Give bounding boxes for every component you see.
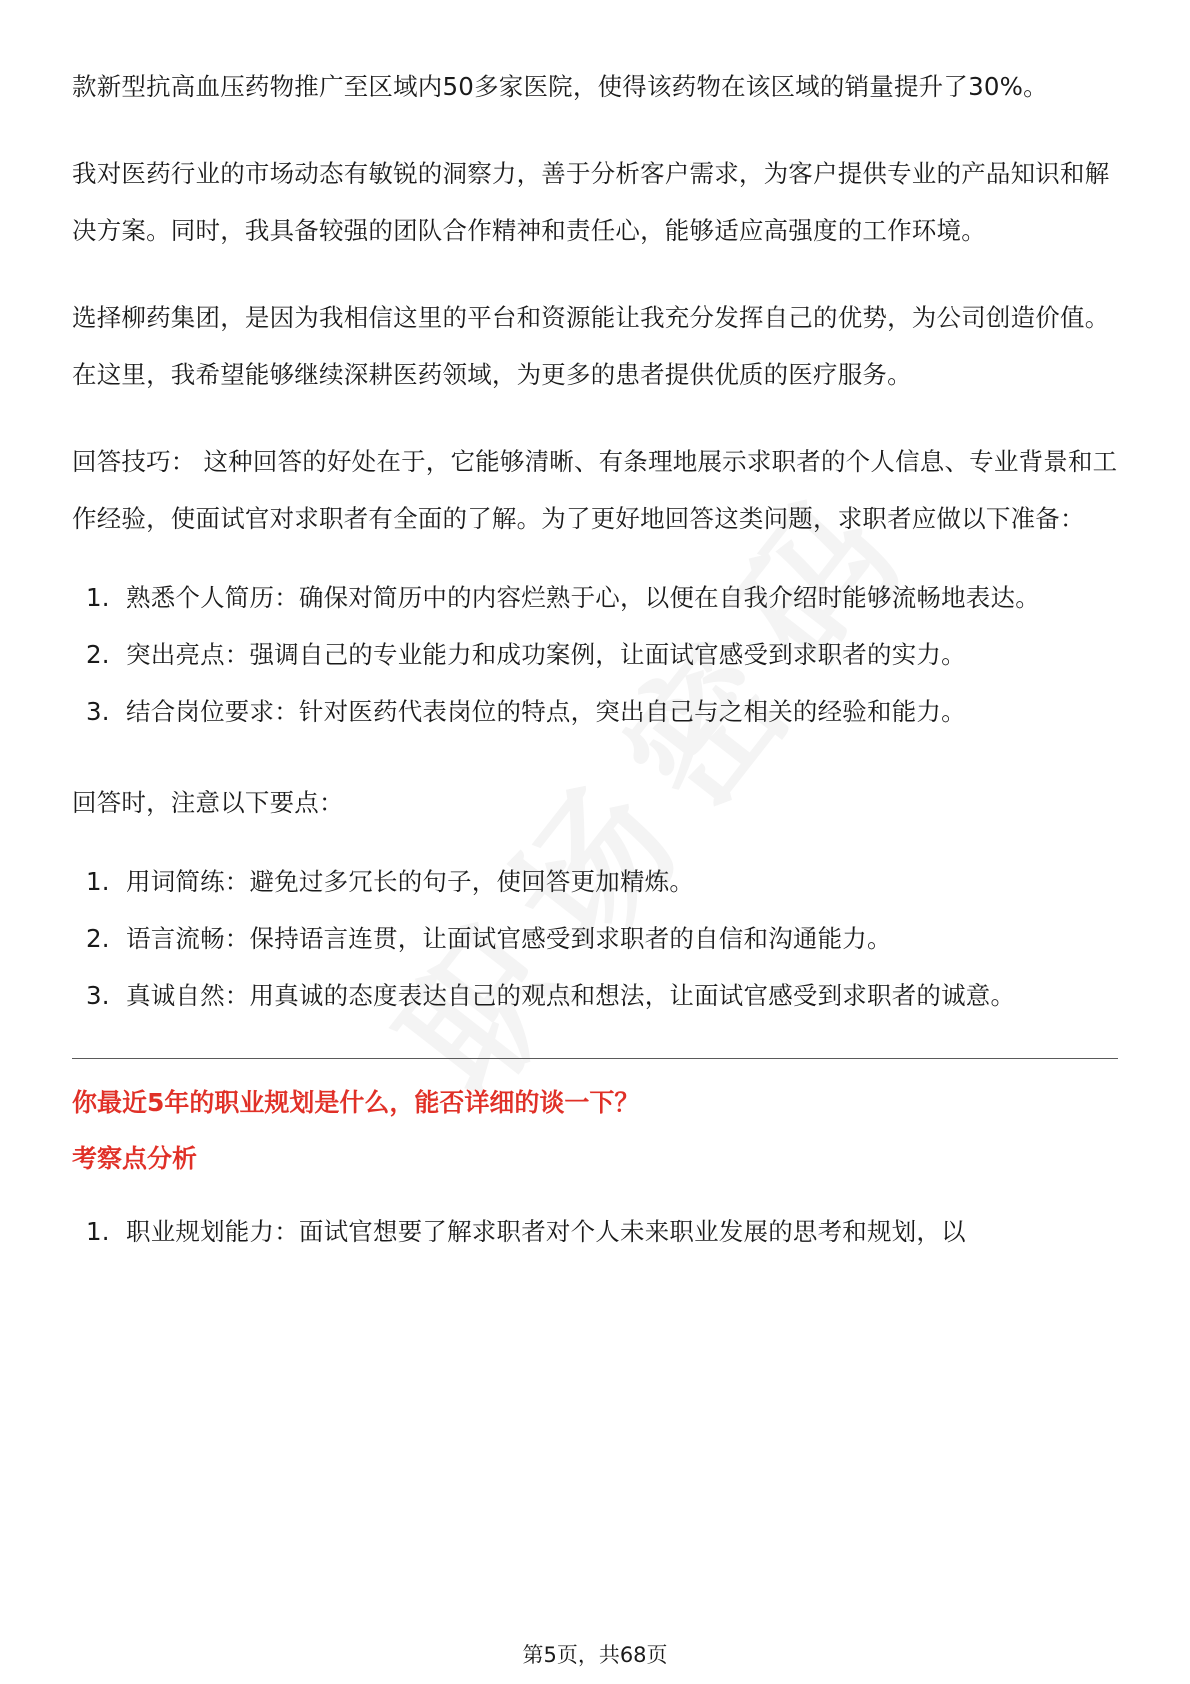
list-item-text: 真诚自然：用真诚的态度表达自己的观点和想法，让面试官感受到求职者的诚意。 [126,981,1016,1010]
section-divider [72,1058,1118,1059]
analysis-list [72,1203,1118,1260]
list-item [72,1203,1118,1260]
list-item [72,910,1118,967]
list-number: 3. [86,697,110,726]
list-item [72,967,1118,1024]
notes-list [72,853,1118,1024]
list-item-text: 突出亮点：强调自己的专业能力和成功案例，让面试官感受到求职者的实力。 [126,640,966,669]
list-item-text: 结合岗位要求：针对医药代表岗位的特点，突出自己与之相关的经验和能力。 [126,697,966,726]
list-item-text: 用词简练：避免过多冗长的句子，使回答更加精炼。 [126,867,695,896]
paragraph-motivation: 选择柳药集团，是因为我相信这里的平台和资源能让我充分发挥自己的优势，为公司创造价值。在这里，我希望能够继续深耕医药领域，为更多的患者提供优质的医疗服务。 [72,303,1110,389]
list-item-text: 语言流畅：保持语言连贯，让面试官感受到求职者的自信和沟通能力。 [126,924,892,953]
paragraph-answer-tips: 回答技巧： 这种回答的好处在于，它能够清晰、有条理地展示求职者的个人信息、专业背景和工作经验，使面试官对求职者有全面的了解。为了更好地回答这类问题，求职者应做以下准备： [72,447,1118,533]
list-item [72,853,1118,910]
page-footer: 第5页，共68页 [522,1643,668,1667]
paragraph-strengths: 我对医药行业的市场动态有敏锐的洞察力，善于分析客户需求，为客户提供专业的产品知识和解决方案。同时，我具备较强的团队合作精神和责任心，能够适应高强度的工作环境。 [72,159,1110,245]
question-heading: 你最近5年的职业规划是什么，能否详细的谈一下？ [72,1088,640,1117]
list-number: 3. [86,981,110,1010]
list-number: 1. [86,1217,110,1246]
list-item [72,683,1118,740]
paragraph-sales-result: 款新型抗高血压药物推广至区域内50多家医院，使得该药物在该区域的销量提升了30%。 [72,72,1048,101]
notes-intro: 回答时，注意以下要点： [72,788,344,817]
list-number: 2. [86,924,110,953]
analysis-heading: 考察点分析 [72,1144,198,1173]
list-number: 1. [86,583,110,612]
list-item [72,569,1118,626]
list-number: 2. [86,640,110,669]
document-page [72,58,1118,1294]
list-number: 1. [86,867,110,896]
list-item [72,626,1118,683]
prep-list [72,569,1118,740]
list-item-text: 职业规划能力：面试官想要了解求职者对个人未来职业发展的思考和规划，以 [126,1217,966,1246]
list-item-text: 熟悉个人简历：确保对简历中的内容烂熟于心，以便在自我介绍时能够流畅地表达。 [126,583,1040,612]
